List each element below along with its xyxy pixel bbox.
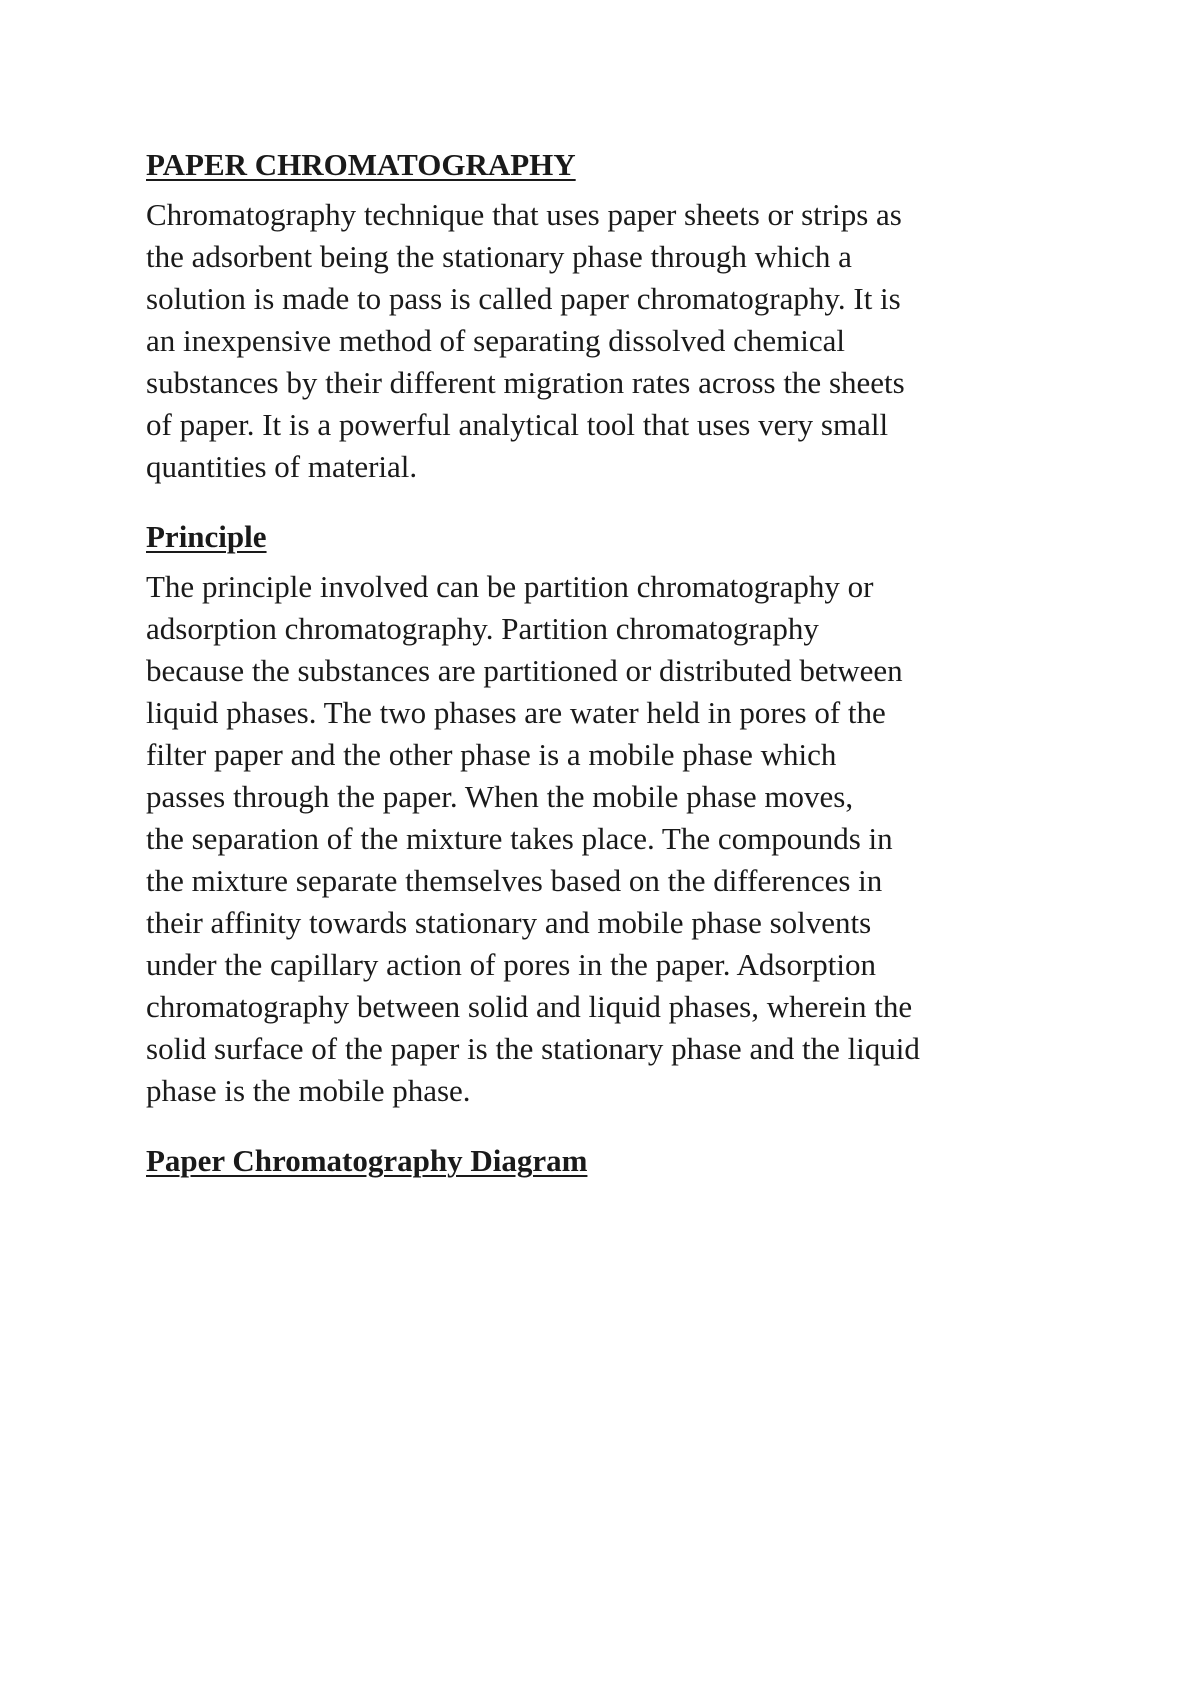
text-line: an inexpensive method of separating dissolved chemical [146, 323, 846, 358]
intro-paragraph [146, 194, 1086, 488]
text-line: the mixture separate themselves based on the differences in [146, 863, 883, 898]
text-line: liquid phases. The two phases are water held in pores of the [146, 695, 886, 730]
text-line: The principle involved can be partition chromatography or [146, 569, 874, 604]
diagram-heading: Paper Chromatography Diagram [146, 1143, 588, 1178]
text-line: adsorption chromatography. Partition chromatography [146, 611, 819, 646]
text-line: solution is made to pass is called paper chromatography. It is [146, 281, 901, 316]
text-line: quantities of material. [146, 449, 418, 484]
principle-heading: Principle [146, 519, 267, 554]
text-line: the adsorbent being the stationary phase through which a [146, 239, 852, 274]
text-line: filter paper and the other phase is a mobile phase which [146, 737, 837, 772]
text-line: passes through the paper. When the mobile phase moves, [146, 779, 854, 814]
text-line: the separation of the mixture takes place. The compounds in [146, 821, 893, 856]
text-line: substances by their different migration rates across the sheets [146, 365, 905, 400]
page-title: PAPER CHROMATOGRAPHY [146, 147, 576, 182]
text-line: of paper. It is a powerful analytical tool that uses very small [146, 407, 889, 442]
text-line: Chromatography technique that uses paper sheets or strips as [146, 197, 902, 232]
text-line: because the substances are partitioned or distributed between [146, 653, 903, 688]
text-line: under the capillary action of pores in the paper. Adsorption [146, 947, 877, 982]
text-line: their affinity towards stationary and mobile phase solvents [146, 905, 872, 940]
principle-paragraph [146, 566, 1086, 1112]
text-line: phase is the mobile phase. [146, 1073, 471, 1108]
text-line: chromatography between solid and liquid phases, wherein the [146, 989, 913, 1024]
text-line: solid surface of the paper is the stationary phase and the liquid [146, 1031, 920, 1066]
document-body [146, 144, 1086, 1190]
